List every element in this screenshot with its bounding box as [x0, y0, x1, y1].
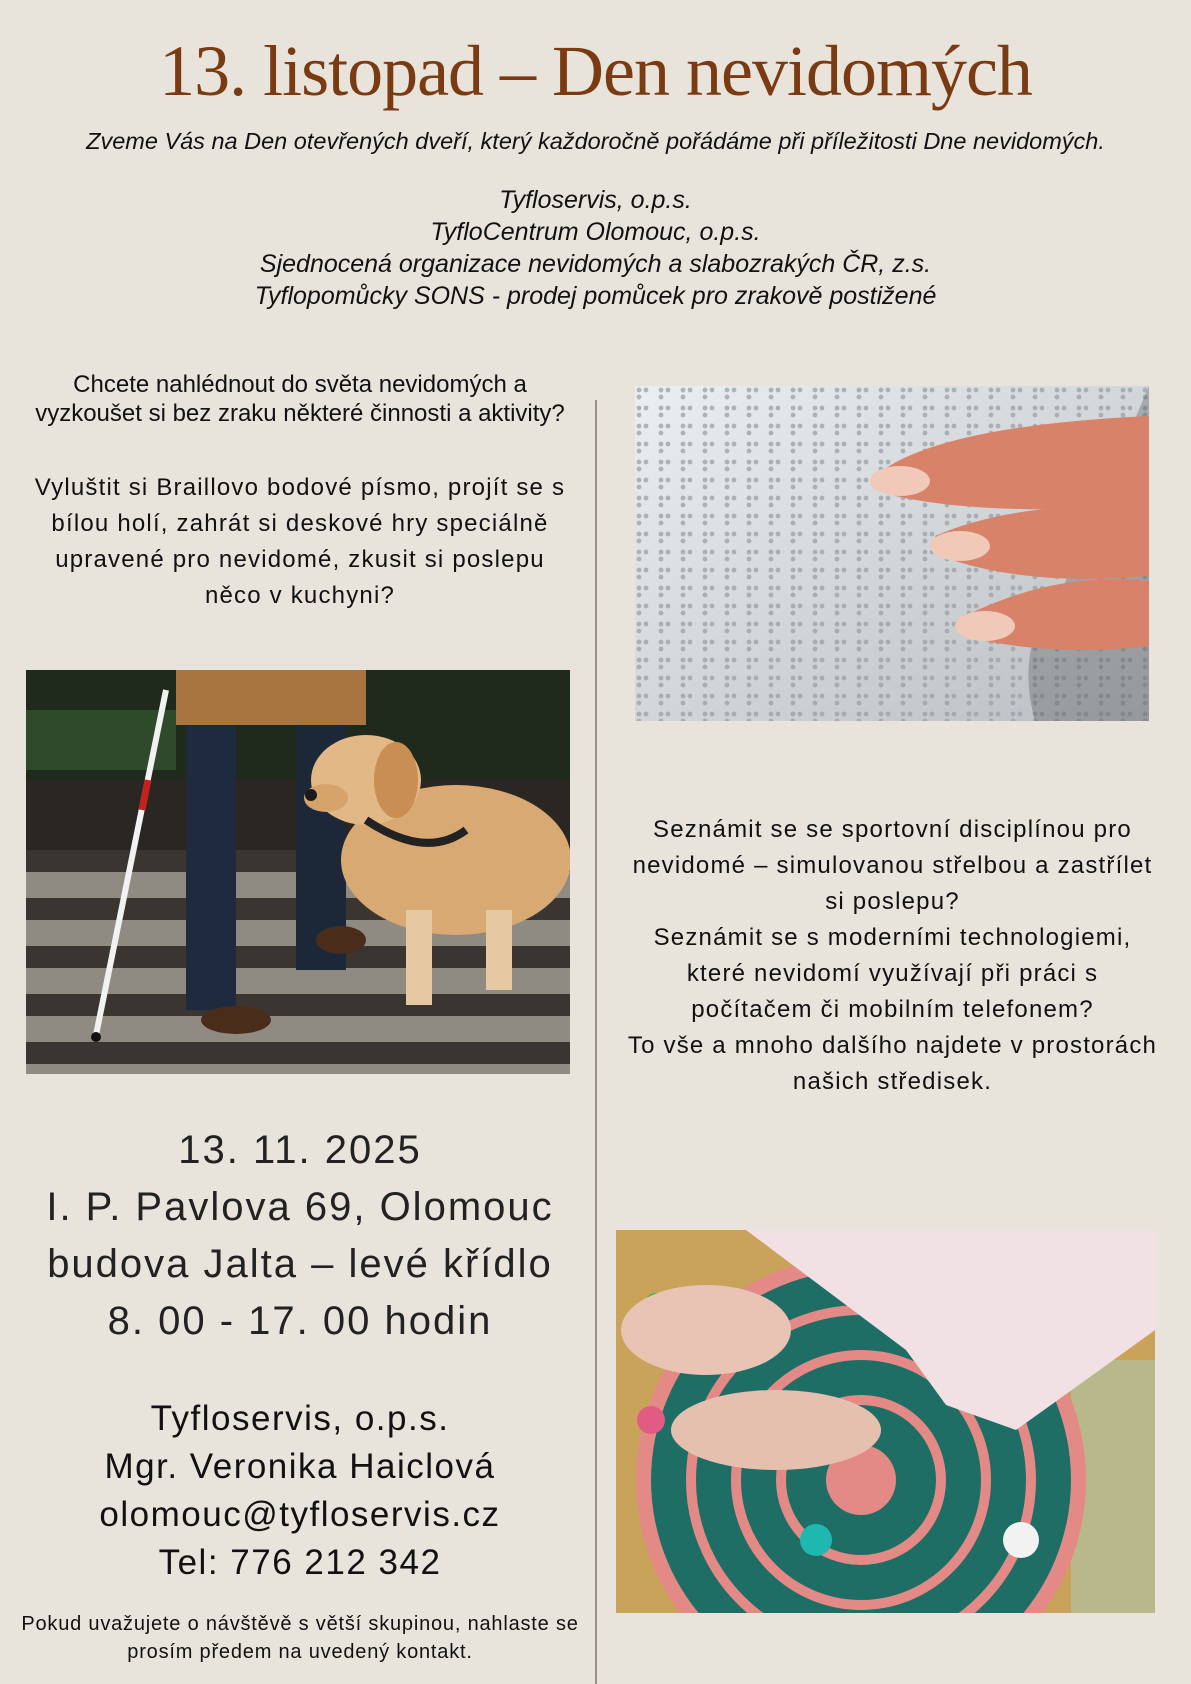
- organizers-list: [0, 184, 1191, 312]
- column-divider: [595, 400, 597, 1684]
- event-date: 13. 11. 2025: [178, 1128, 422, 1172]
- organizer-item: Tyfloservis, o.p.s.: [499, 186, 692, 214]
- organizer-item: Tyflopomůcky SONS - prodej pomůcek pro zrakově postižené: [254, 282, 937, 310]
- contact-block: [20, 1395, 580, 1587]
- invitation-text: Zveme Vás na Den otevřených dveří, který každoročně pořádáme při příležitosti Dne nevidomých.: [86, 128, 1105, 154]
- activity-line: Seznámit se se sportovní disciplínou pro nevidomé – simulovanou střelbou a zastřílet si poslepu?: [632, 816, 1153, 915]
- organizer-item: TyfloCentrum Olomouc, o.p.s.: [430, 218, 761, 246]
- page-title: 13. listopad – Den nevidomých: [159, 31, 1032, 111]
- event-building: budova Jalta – levé křídlo: [47, 1242, 553, 1286]
- contact-phone[interactable]: Tel: 776 212 342: [158, 1543, 442, 1582]
- more-activities-text: [625, 812, 1160, 1100]
- braille-photo: [635, 386, 1149, 721]
- activities-text: Vyluštit si Braillovo bodové písmo, projít se s bílou holí, zahrát si deskové hry speciálně upravené pro nevidomé, zkusit si poslepu něco v kuchyni?: [34, 474, 566, 609]
- event-address: I. P. Pavlova 69, Olomouc: [46, 1185, 554, 1229]
- activity-line: To vše a mnoho dalšího najdete v prostorách našich středisek.: [627, 1032, 1158, 1095]
- intro-question: Chcete nahlédnout do světa nevidomých a vyzkoušet si bez zraku některé činnosti a aktivity?: [35, 371, 565, 427]
- contact-email[interactable]: olomouc@tyfloservis.cz: [99, 1495, 501, 1534]
- group-note: Pokud uvažujete o návštěvě s větší skupinou, nahlaste se prosím předem na uvedený kontakt.: [21, 1613, 579, 1663]
- contact-person: Mgr. Veronika Haiclová: [104, 1447, 496, 1486]
- activity-line: Seznámit se s moderními technologiemi, které nevidomí využívají při práci s počítačem či mobilním telefonem?: [653, 924, 1132, 1023]
- event-hours: 8. 00 - 17. 00 hodin: [107, 1299, 493, 1343]
- organizer-item: Sjednocená organizace nevidomých a slabozrakých ČR, z.s.: [259, 250, 932, 278]
- guide-dog-photo: [26, 670, 570, 1074]
- event-details: [20, 1122, 580, 1350]
- board-game-photo: [616, 1230, 1155, 1613]
- contact-org: Tyfloservis, o.p.s.: [150, 1399, 450, 1438]
